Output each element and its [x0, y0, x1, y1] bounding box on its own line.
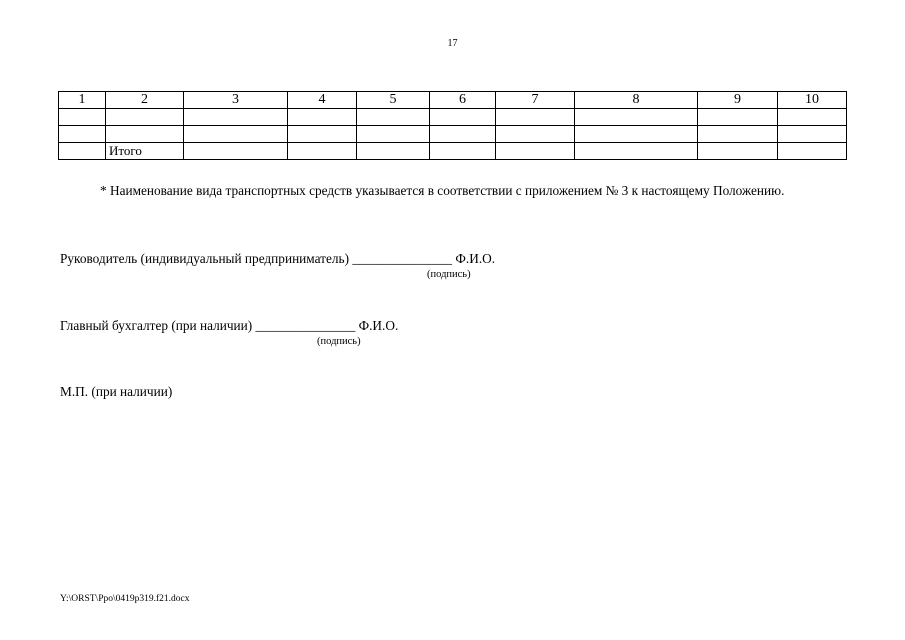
total-label: Итого	[106, 143, 184, 160]
head-signature-line: Руководитель (индивидуальный предприниматель) _______________ Ф.И.О.	[60, 251, 496, 266]
table-cell	[357, 109, 430, 126]
table-cell	[778, 126, 847, 143]
table-cell	[496, 126, 575, 143]
footnote: * Наименование вида транспортных средств указывается в соответствии с приложением № 3 к настоящему Положению.	[100, 183, 785, 198]
table-cell	[575, 143, 698, 160]
table-cell	[496, 143, 575, 160]
column-header: 4	[288, 92, 357, 109]
column-header: 9	[698, 92, 778, 109]
column-header: 7	[496, 92, 575, 109]
head-signature-caption: (подпись)	[427, 269, 471, 280]
table-header-row	[59, 92, 847, 109]
table-cell	[59, 126, 106, 143]
column-header: 6	[430, 92, 496, 109]
accountant-signature-line: Главный бухгалтер (при наличии) _______________ Ф.И.О.	[60, 318, 399, 333]
table-row	[59, 126, 847, 143]
table-cell	[59, 143, 106, 160]
table-total-row	[59, 143, 847, 160]
table-cell	[496, 109, 575, 126]
column-header: 5	[357, 92, 430, 109]
table-cell	[430, 143, 496, 160]
table-cell	[778, 109, 847, 126]
table-cell	[575, 126, 698, 143]
column-header: 8	[575, 92, 698, 109]
report-table	[58, 91, 847, 160]
accountant-signature-caption: (подпись)	[317, 336, 361, 347]
table-cell	[288, 109, 357, 126]
table-cell	[184, 143, 288, 160]
table-cell	[288, 126, 357, 143]
file-path: Y:\ORST\Ppo\0419p319.f21.docx	[60, 594, 190, 604]
column-header: 3	[184, 92, 288, 109]
table-cell	[778, 143, 847, 160]
table-cell	[288, 143, 357, 160]
table-row	[59, 109, 847, 126]
page-number: 17	[447, 38, 458, 49]
column-header: 1	[59, 92, 106, 109]
table-cell	[106, 126, 184, 143]
table-cell	[575, 109, 698, 126]
table-cell	[184, 126, 288, 143]
table-cell	[698, 126, 778, 143]
table-cell	[698, 143, 778, 160]
column-header: 2	[106, 92, 184, 109]
column-header: 10	[778, 92, 847, 109]
table-cell	[106, 109, 184, 126]
table-cell	[357, 126, 430, 143]
table-cell	[430, 126, 496, 143]
stamp-placeholder: М.П. (при наличии)	[60, 384, 173, 399]
table-cell	[698, 109, 778, 126]
table-cell	[59, 109, 106, 126]
table-cell	[357, 143, 430, 160]
table-cell	[430, 109, 496, 126]
table-cell	[184, 109, 288, 126]
